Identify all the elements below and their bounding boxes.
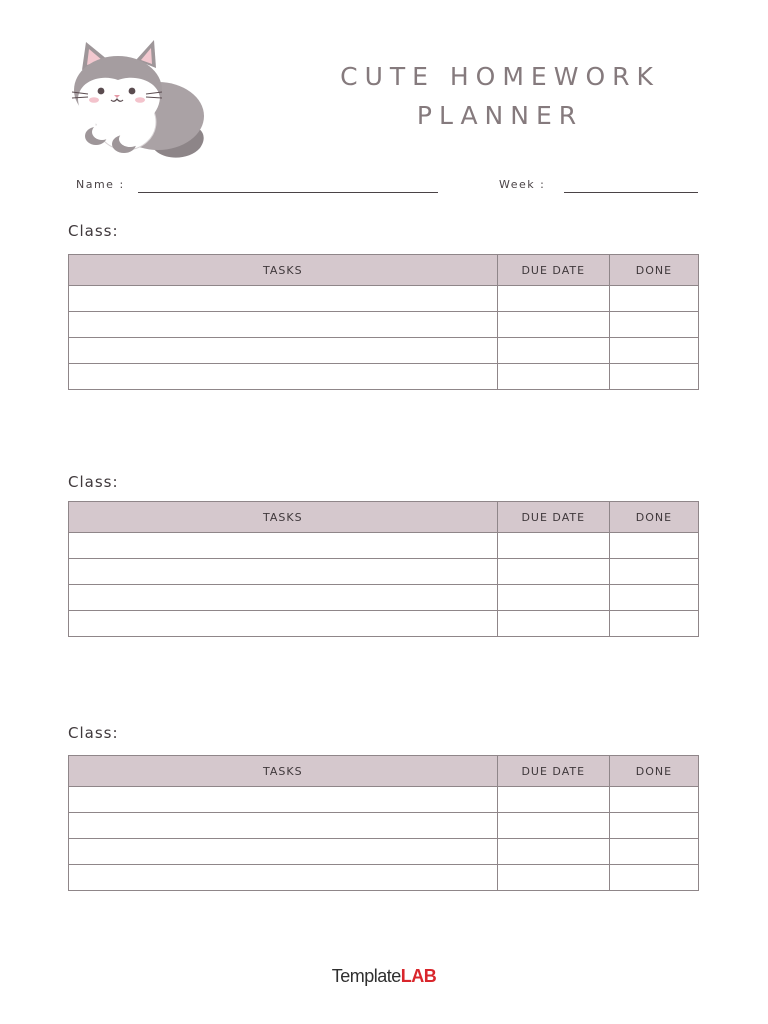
due-date-cell[interactable] xyxy=(497,312,609,338)
done-cell[interactable] xyxy=(609,611,698,637)
homework-table xyxy=(68,254,699,390)
done-cell[interactable] xyxy=(609,312,698,338)
table-row xyxy=(69,813,699,839)
due-date-header: DUE DATE xyxy=(497,756,609,787)
due-date-header: DUE DATE xyxy=(497,502,609,533)
tasks-header: TASKS xyxy=(69,255,498,286)
done-cell[interactable] xyxy=(609,286,698,312)
page-title-line1: CUTE HOMEWORK xyxy=(340,62,660,91)
table-row xyxy=(69,865,699,891)
done-cell[interactable] xyxy=(609,585,698,611)
class-label: Class: xyxy=(68,222,119,240)
table-row xyxy=(69,312,699,338)
name-label: Name : xyxy=(76,178,125,191)
brand-logo-part1: Template xyxy=(331,966,401,986)
task-cell[interactable] xyxy=(69,312,498,338)
tasks-header: TASKS xyxy=(69,502,498,533)
week-field[interactable] xyxy=(564,192,698,193)
table-row xyxy=(69,364,699,390)
table-row xyxy=(69,839,699,865)
cat-icon xyxy=(66,36,208,162)
tasks-header: TASKS xyxy=(69,756,498,787)
task-cell[interactable] xyxy=(69,813,498,839)
due-date-header: DUE DATE xyxy=(497,255,609,286)
page-title-line2: PLANNER xyxy=(416,101,584,130)
due-date-cell[interactable] xyxy=(497,585,609,611)
class-label: Class: xyxy=(68,473,119,491)
due-date-cell[interactable] xyxy=(497,286,609,312)
done-cell[interactable] xyxy=(609,559,698,585)
done-cell[interactable] xyxy=(609,533,698,559)
task-cell[interactable] xyxy=(69,286,498,312)
task-cell[interactable] xyxy=(69,559,498,585)
done-cell[interactable] xyxy=(609,787,698,813)
brand-logo-part2: LAB xyxy=(400,966,437,986)
task-cell[interactable] xyxy=(69,611,498,637)
due-date-cell[interactable] xyxy=(497,813,609,839)
name-field[interactable] xyxy=(138,192,438,193)
done-header: DONE xyxy=(609,255,698,286)
task-cell[interactable] xyxy=(69,364,498,390)
table-row xyxy=(69,787,699,813)
done-cell[interactable] xyxy=(609,338,698,364)
due-date-cell[interactable] xyxy=(497,533,609,559)
task-cell[interactable] xyxy=(69,865,498,891)
due-date-cell[interactable] xyxy=(497,787,609,813)
due-date-cell[interactable] xyxy=(497,559,609,585)
table-row xyxy=(69,611,699,637)
footer-brand xyxy=(0,966,768,987)
homework-table xyxy=(68,755,699,891)
task-cell[interactable] xyxy=(69,787,498,813)
done-cell[interactable] xyxy=(609,813,698,839)
due-date-cell[interactable] xyxy=(497,364,609,390)
week-label: Week : xyxy=(499,178,546,191)
homework-table xyxy=(68,501,699,637)
table-row xyxy=(69,338,699,364)
due-date-cell[interactable] xyxy=(497,338,609,364)
done-header: DONE xyxy=(609,502,698,533)
done-header: DONE xyxy=(609,756,698,787)
done-cell[interactable] xyxy=(609,839,698,865)
due-date-cell[interactable] xyxy=(497,839,609,865)
table-row xyxy=(69,559,699,585)
table-row xyxy=(69,585,699,611)
done-cell[interactable] xyxy=(609,865,698,891)
table-row xyxy=(69,533,699,559)
task-cell[interactable] xyxy=(69,585,498,611)
due-date-cell[interactable] xyxy=(497,865,609,891)
class-label: Class: xyxy=(68,724,119,742)
task-cell[interactable] xyxy=(69,839,498,865)
done-cell[interactable] xyxy=(609,364,698,390)
table-row xyxy=(69,286,699,312)
task-cell[interactable] xyxy=(69,533,498,559)
task-cell[interactable] xyxy=(69,338,498,364)
due-date-cell[interactable] xyxy=(497,611,609,637)
